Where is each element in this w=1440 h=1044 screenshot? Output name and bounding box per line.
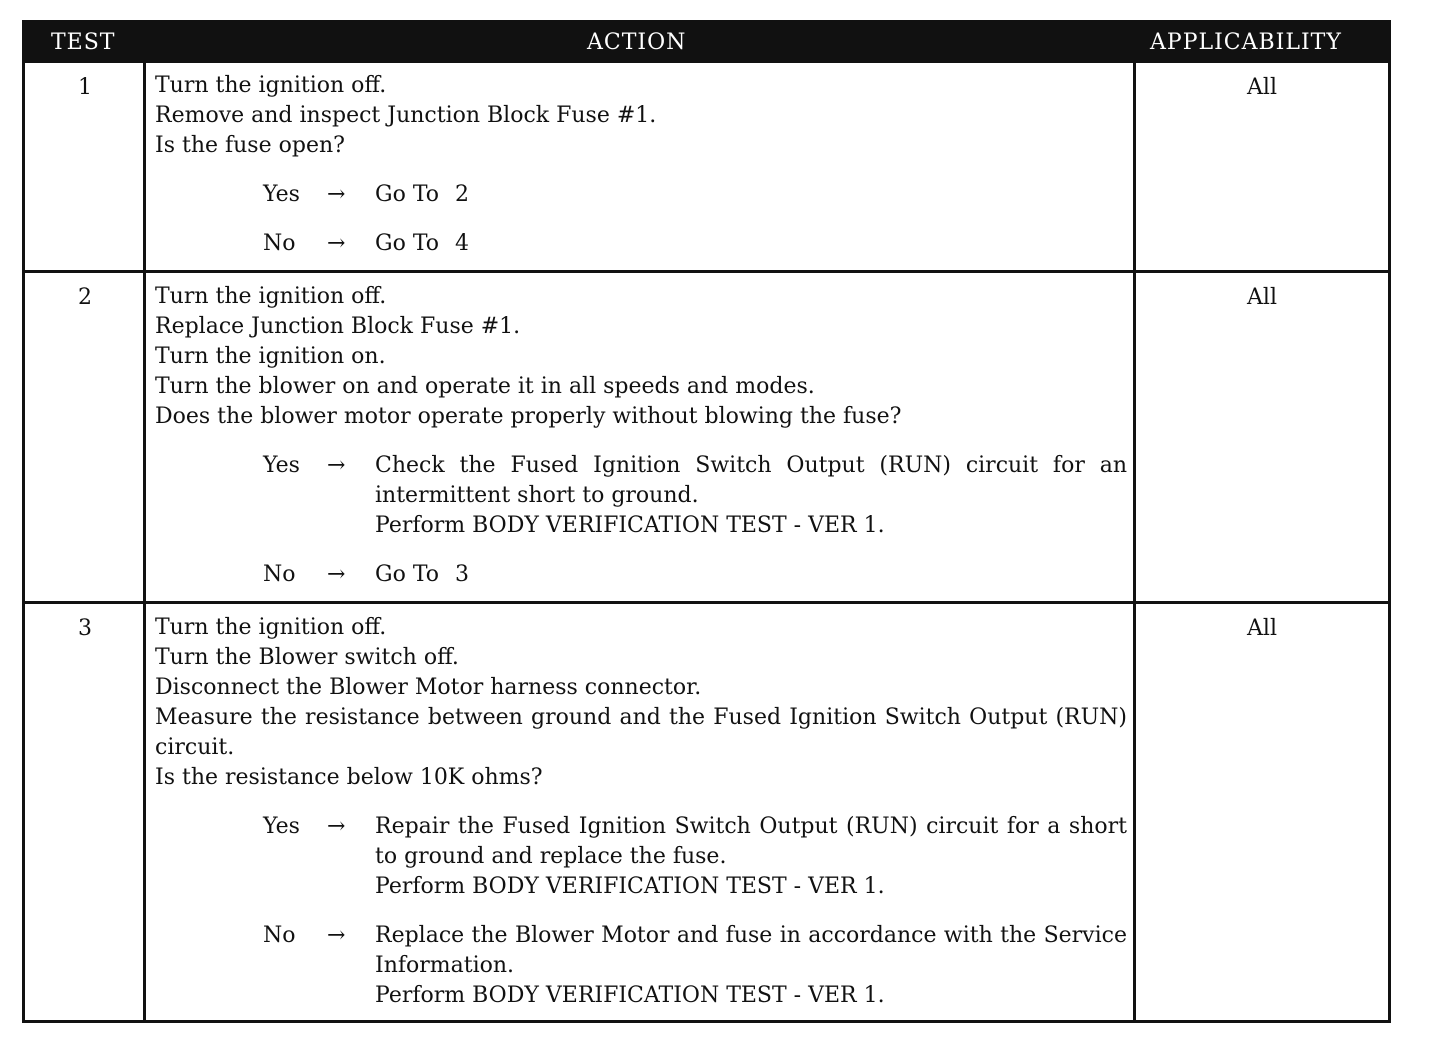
- step-text: Is the resistance below 10K ohms?: [155, 765, 543, 790]
- applicability-value: All: [1247, 285, 1277, 310]
- column-divider: [143, 23, 146, 1020]
- action-cell: [155, 613, 1127, 1011]
- arrow-icon: →: [327, 182, 346, 207]
- yes-branch: [155, 812, 1127, 902]
- applicability-value: All: [1247, 616, 1277, 641]
- no-branch: [155, 229, 1127, 259]
- yes-branch: [155, 180, 1127, 210]
- result-text: Perform BODY VERIFICATION TEST - VER 1.: [375, 874, 885, 899]
- action-cell: [155, 71, 1127, 259]
- arrow-icon: →: [327, 923, 346, 948]
- no-branch: [155, 560, 1127, 590]
- step-text: Turn the ignition off.: [155, 284, 387, 309]
- no-label: No: [263, 562, 296, 587]
- goto-label: Go To: [375, 231, 440, 256]
- step-text: Measure the resistance between ground and the Fused Ignition Switch Output (RUN) circuit.: [155, 705, 1127, 760]
- no-result: [375, 560, 1127, 590]
- test-number: 3: [78, 616, 92, 641]
- arrow-icon: →: [327, 814, 346, 839]
- result-text: Perform BODY VERIFICATION TEST - VER 1.: [375, 513, 885, 538]
- goto-number: 2: [455, 182, 470, 207]
- result-text: Perform BODY VERIFICATION TEST - VER 1.: [375, 983, 885, 1008]
- no-label: No: [263, 231, 296, 256]
- yes-label: Yes: [263, 814, 300, 839]
- step-text: Turn the Blower switch off.: [155, 645, 459, 670]
- no-label: No: [263, 923, 296, 948]
- table-header: [25, 23, 1388, 63]
- result-text: Replace the Blower Motor and fuse in accordance with the Service Information.: [375, 923, 1127, 978]
- header-action: ACTION: [587, 30, 687, 55]
- yes-branch: [155, 451, 1127, 541]
- step-text: Remove and inspect Junction Block Fuse #1.: [155, 103, 657, 128]
- row-divider: [25, 270, 1388, 273]
- step-text: Turn the blower on and operate it in all speeds and modes.: [155, 374, 815, 399]
- arrow-icon: →: [327, 231, 346, 256]
- goto-label: Go To: [375, 182, 440, 207]
- goto-label: Go To: [375, 562, 440, 587]
- arrow-icon: →: [327, 453, 346, 478]
- yes-result: [375, 451, 1127, 541]
- step-text: Turn the ignition on.: [155, 344, 386, 369]
- no-result: [375, 921, 1127, 1011]
- yes-result: [375, 180, 1127, 210]
- header-applicability: APPLICABILITY: [1150, 30, 1342, 55]
- no-result: [375, 229, 1127, 259]
- result-text: Repair the Fused Ignition Switch Output (RUN) circuit for a short to ground and replace the fuse.: [375, 814, 1127, 869]
- no-branch: [155, 921, 1127, 1011]
- test-number: 2: [78, 285, 92, 310]
- result-text: Check the Fused Ignition Switch Output (RUN) circuit for an intermittent short to ground.: [375, 453, 1127, 508]
- step-text: Is the fuse open?: [155, 133, 345, 158]
- row-divider: [25, 601, 1388, 604]
- step-text: Turn the ignition off.: [155, 73, 387, 98]
- applicability-value: All: [1247, 75, 1277, 100]
- yes-label: Yes: [263, 182, 300, 207]
- test-number: 1: [78, 75, 92, 100]
- diagnostic-table: [22, 20, 1391, 1023]
- action-cell: [155, 282, 1127, 590]
- yes-label: Yes: [263, 453, 300, 478]
- step-text: Turn the ignition off.: [155, 615, 387, 640]
- step-text: Replace Junction Block Fuse #1.: [155, 314, 521, 339]
- step-text: Disconnect the Blower Motor harness connector.: [155, 675, 702, 700]
- arrow-icon: →: [327, 562, 346, 587]
- goto-number: 3: [455, 562, 470, 587]
- step-text: Does the blower motor operate properly without blowing the fuse?: [155, 404, 902, 429]
- goto-number: 4: [455, 231, 470, 256]
- column-divider: [1133, 23, 1136, 1020]
- yes-result: [375, 812, 1127, 902]
- header-test: TEST: [51, 30, 116, 55]
